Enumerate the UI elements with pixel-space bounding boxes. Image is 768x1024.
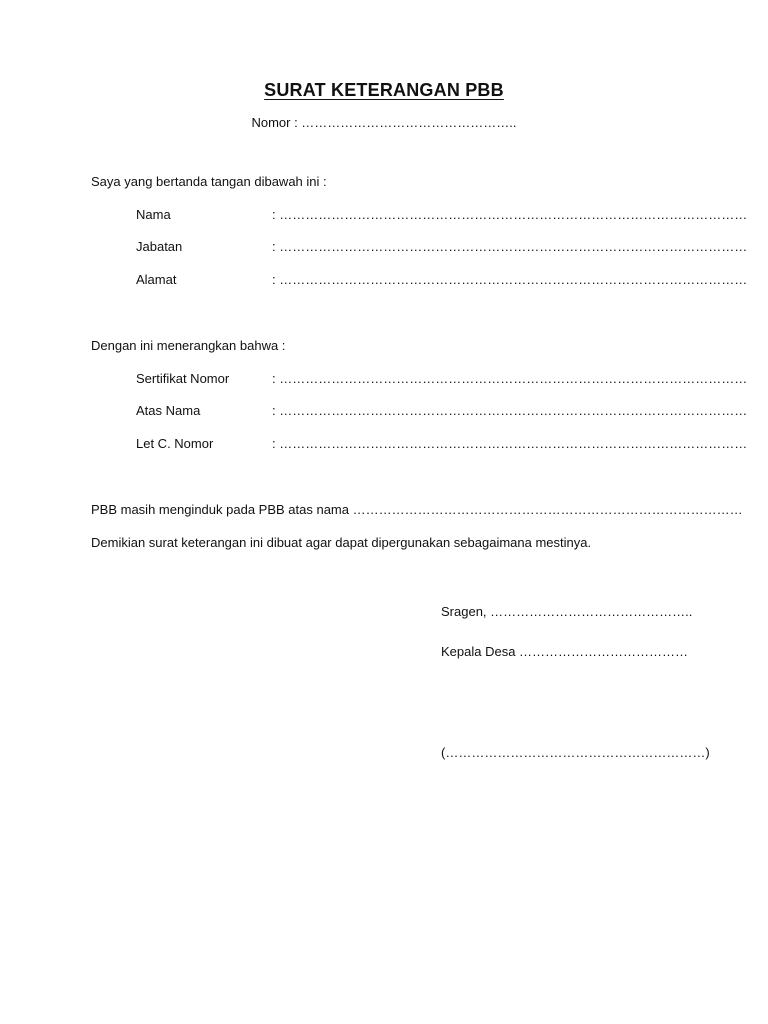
field-label: Sertifikat Nomor	[136, 371, 230, 386]
signature-name-line: (……………………………………………………)	[441, 745, 710, 760]
intro-text: Saya yang bertanda tangan dibawah ini :	[91, 174, 327, 189]
signer-field-alamat	[136, 272, 748, 290]
document-number-line: Nomor : …………………………………………..	[251, 115, 517, 130]
field-blank: : ………………………………………………………………………………………………	[272, 403, 748, 418]
signer-field-jabatan	[136, 239, 748, 257]
pbb-parent-line: PBB masih menginduk pada PBB atas nama ………………………………………………………………………………	[91, 502, 743, 517]
field-blank: : ………………………………………………………………………………………………	[272, 207, 748, 222]
signature-place-date: Sragen, ………………………………………..	[441, 604, 693, 619]
field-blank: : ………………………………………………………………………………………………	[272, 436, 748, 451]
field-label: Nama	[136, 207, 171, 222]
field-label: Alamat	[136, 272, 177, 287]
statement-intro-text: Dengan ini menerangkan bahwa :	[91, 338, 286, 353]
signature-position: Kepala Desa …………………………………	[441, 644, 689, 659]
property-field-let-c	[136, 436, 748, 454]
field-blank: : ………………………………………………………………………………………………	[272, 239, 748, 254]
document-title	[0, 80, 768, 101]
property-field-sertifikat	[136, 371, 748, 389]
field-blank: : ………………………………………………………………………………………………	[272, 272, 748, 287]
document-title-text: SURAT KETERANGAN PBB	[264, 80, 504, 100]
property-field-atas-nama	[136, 403, 748, 421]
field-blank: : ………………………………………………………………………………………………	[272, 371, 748, 386]
field-label: Let C. Nomor	[136, 436, 214, 451]
closing-text: Demikian surat keterangan ini dibuat agar dapat dipergunakan sebagaimana mestinya.	[91, 535, 592, 550]
field-label: Atas Nama	[136, 403, 201, 418]
field-label: Jabatan	[136, 239, 183, 254]
signer-field-nama	[136, 207, 748, 225]
